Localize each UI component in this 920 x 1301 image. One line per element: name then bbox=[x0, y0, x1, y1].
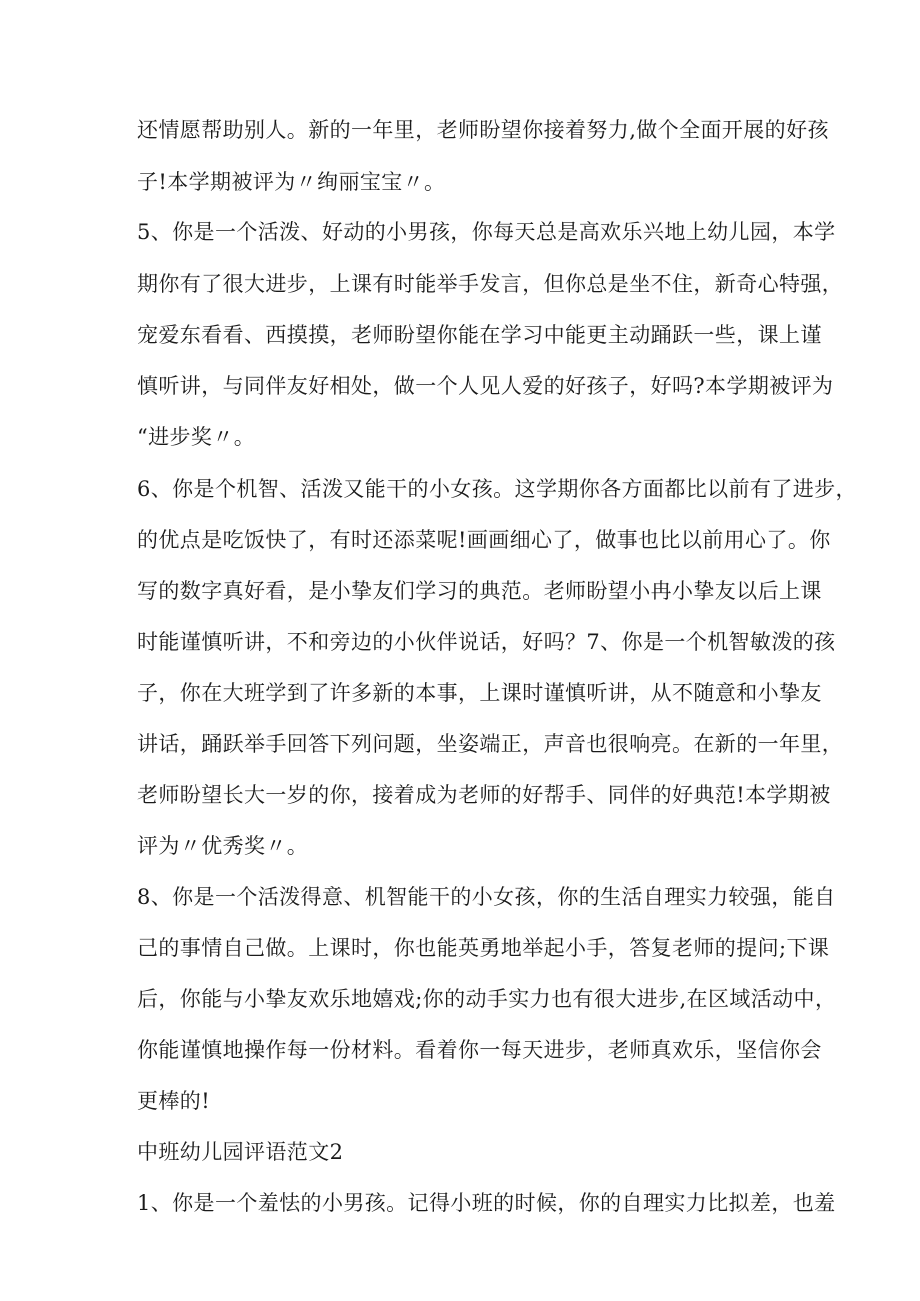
text-line: 老师盼望长大一岁的你，接着成为老师的好帮手、同伴的好典范!本学期被 bbox=[137, 783, 831, 807]
text-line: 1、你是一个羞怯的小男孩。记得小班的时候，你的自理实力比拟差，也羞 bbox=[137, 1191, 836, 1215]
text-line: “进步奖〃。 bbox=[137, 425, 256, 449]
text-line: 6、你是个机智、活泼又能干的小女孩。这学期你各方面都比以前有了进步， bbox=[137, 477, 857, 501]
text-line: 子!本学期被评为〃绚丽宝宝〃。 bbox=[137, 170, 446, 194]
text-line: 期你有了很大进步，上课有时能举手发言，但你总是坐不住，新奇心特强， bbox=[137, 272, 844, 296]
text-line: 子，你在大班学到了许多新的本事，上课时谨慎听讲，从不随意和小挚友 bbox=[137, 681, 822, 705]
text-line: 你能谨慎地操作每一份材料。看着你一每天进步，老师真欢乐，坚信你会 bbox=[137, 1038, 822, 1062]
text-line: 评为〃优秀奖〃。 bbox=[137, 834, 309, 858]
text-line: 8、你是一个活泼得意、机智能干的小女孩，你的生活自理实力较强，能自 bbox=[137, 885, 836, 909]
text-line: 更棒的! bbox=[137, 1089, 211, 1113]
text-line: 己的事情自己做。上课时，你也能英勇地举起小手，答复老师的提问;下课 bbox=[137, 936, 830, 960]
text-line: 写的数字真好看，是小挚友们学习的典范。老师盼望小冉小挚友以后上课 bbox=[137, 579, 822, 603]
text-line: 后，你能与小挚友欢乐地嬉戏;你的动手实力也有很大进步,在区域活动中， bbox=[137, 987, 837, 1011]
text-line: 的优点是吃饭快了，有时还添菜呢!画画细心了，做事也比以前用心了。你 bbox=[137, 528, 831, 552]
text-line: 讲话，踊跃举手回答下列问题，坐姿端正，声音也很响亮。在新的一年里， bbox=[137, 732, 844, 756]
text-line: 5、你是一个活泼、好动的小男孩，你每天总是高欢乐兴地上幼儿园，本学 bbox=[137, 220, 836, 244]
text-line: 时能谨慎听讲，不和旁边的小伙伴说话，好吗？7、你是一个机智敏泼的孩 bbox=[137, 630, 836, 654]
text-line: 宠爱东看看、西摸摸，老师盼望你能在学习中能更主动踊跃一些，课上谨 bbox=[137, 323, 822, 347]
text-line: 慎听讲，与同伴友好相处，做一个人见人爱的好孩子，好吗?本学期被评为 bbox=[137, 374, 834, 398]
section-heading: 中班幼儿园评语范文2 bbox=[137, 1140, 344, 1164]
text-line: 还情愿帮助别人。新的一年里，老师盼望你接着努力,做个全面开展的好孩 bbox=[137, 118, 829, 142]
